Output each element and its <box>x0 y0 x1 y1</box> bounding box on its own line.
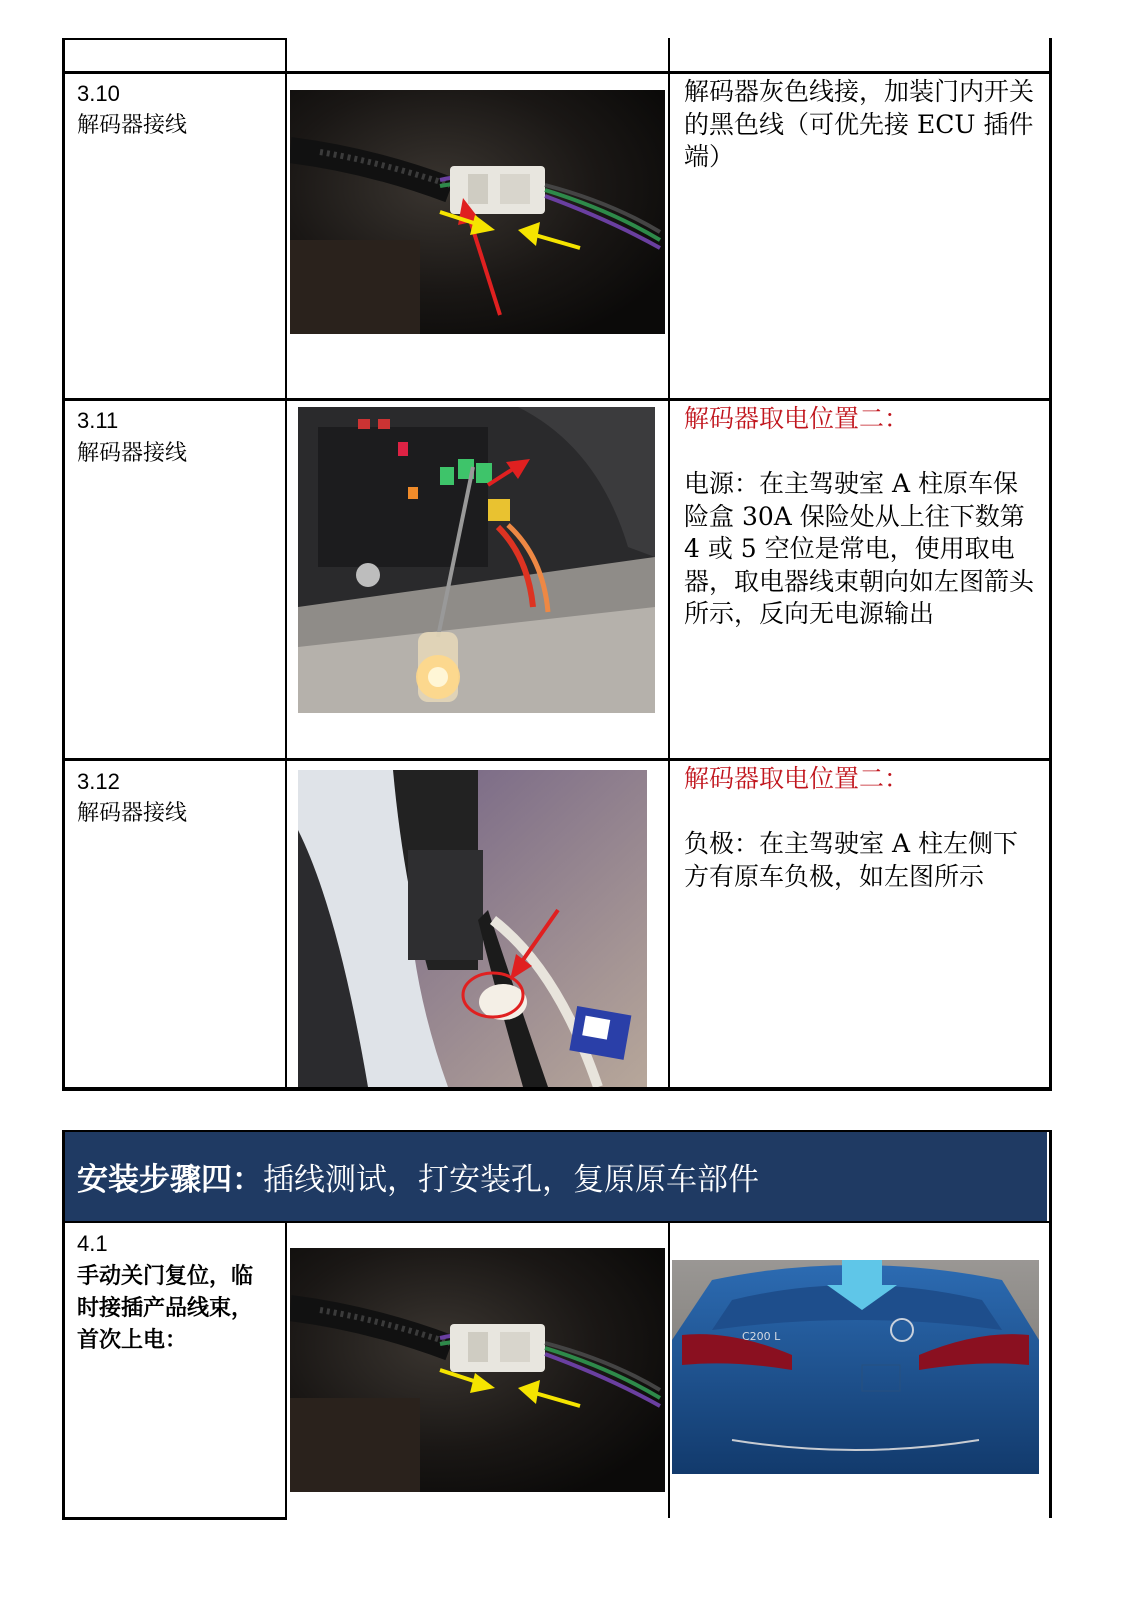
row-label: 解码器接线 <box>77 441 188 466</box>
row-description: 负极：在主驾驶室 A 柱左侧下方有原车负极，如左图所示 <box>684 829 1018 891</box>
table2-top-line <box>62 1221 1052 1223</box>
section-top-border <box>62 1130 1052 1132</box>
section-right-border <box>1049 1130 1052 1222</box>
table2-bottom-cell-border <box>62 1517 287 1520</box>
connector-photo <box>290 90 665 334</box>
car-badge: C200 L <box>742 1330 781 1343</box>
section-title-bold: 安装步骤四： <box>77 1161 263 1198</box>
table1-col-line-3 <box>1049 38 1052 1091</box>
row-description-title: 解码器取电位置二： <box>684 404 910 433</box>
row-number: 3.12 <box>77 769 120 794</box>
table1-row-line-3 <box>62 758 1052 761</box>
row-number: 3.10 <box>77 81 120 106</box>
row-number: 3.11 <box>77 408 119 433</box>
ground-point-photo <box>298 770 647 1087</box>
section-left-border <box>62 1130 65 1222</box>
table1-col-line-0 <box>62 38 65 1091</box>
table1-bottom-line <box>62 1087 1052 1091</box>
table1-top-cell-border <box>63 38 286 40</box>
row-label: 解码器接线 <box>77 113 188 138</box>
section-header <box>63 1131 1047 1221</box>
row-label: 手动关门复位，临时接插产品线束，首次上电： <box>77 1264 254 1353</box>
table2-col-line-3 <box>1049 1221 1052 1518</box>
table2-col-line-1 <box>285 1221 287 1520</box>
table1-col-line-1 <box>285 38 287 1091</box>
table1-col-line-2 <box>668 38 670 1091</box>
connector-photo-2 <box>290 1248 665 1492</box>
row-number: 4.1 <box>77 1231 108 1256</box>
row-label: 解码器接线 <box>77 801 188 826</box>
table1-row-line-2 <box>62 398 1052 401</box>
table2-col-line-0 <box>62 1221 65 1520</box>
section-title: 插线测试，打安装孔，复原原车部件 <box>263 1161 759 1198</box>
row-description: 解码器灰色线接，加装门内开关的黑色线（可优先接 ECU 插件端） <box>684 77 1035 171</box>
row-description: 电源：在主驾驶室 A 柱原车保险盒 30A 保险处从上往下数第 4 或 5 空位是常电，使用取电器，取电器线束朝向如左图箭头所示，反向无电源输出 <box>684 469 1035 628</box>
table2-col-line-2 <box>668 1221 670 1518</box>
table1-row-line-1 <box>62 71 1052 74</box>
fuse-box-photo <box>298 407 655 713</box>
row-description-title: 解码器取电位置二： <box>684 764 910 793</box>
car-rear-photo <box>672 1260 1039 1474</box>
